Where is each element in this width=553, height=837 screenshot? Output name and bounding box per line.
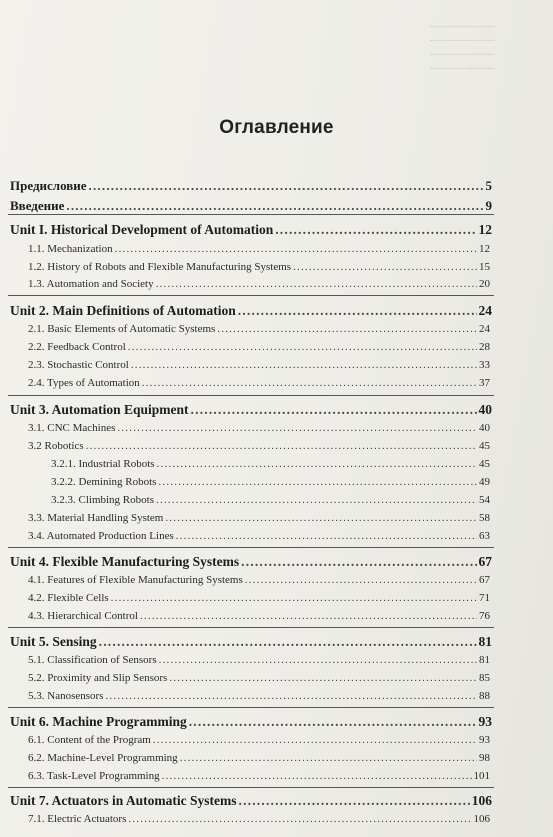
toc-section: 5.1. Classification of Sensors ..... 81 <box>28 654 490 666</box>
toc-subsection: 3.2.3. Climbing Robots ..... 54 <box>51 494 490 506</box>
toc-section: 7.1. Electric Actuators ..... 106 <box>28 813 490 825</box>
divider <box>8 787 494 788</box>
divider <box>8 214 494 215</box>
divider <box>8 295 494 296</box>
toc-entry-preface: Предисловие ..... 5 <box>10 178 492 194</box>
toc-entry-introduction: Введение ..... 9 <box>10 198 492 214</box>
divider <box>8 707 494 708</box>
bleed-through-text: .......................... .......................... .......................... .......................... <box>430 19 495 72</box>
toc-section: 1.1. Mechanization ..... 12 <box>28 243 490 255</box>
toc-section: 1.3. Automation and Society ..... 20 <box>28 278 490 290</box>
toc-subsection: 3.2.1. Industrial Robots ..... 45 <box>51 458 490 470</box>
toc-section: 4.1. Features of Flexible Manufacturing Systems ..... 67 <box>28 574 490 586</box>
divider <box>8 395 494 396</box>
toc-section: 2.4. Types of Automation ..... 37 <box>28 377 490 389</box>
toc-section: 3.4. Automated Production Lines ..... 63 <box>28 530 490 542</box>
divider <box>8 627 494 628</box>
page-title: Оглавление <box>219 117 334 138</box>
toc-section: 2.1. Basic Elements of Automatic Systems ..... 24 <box>28 323 490 335</box>
toc-section: 2.3. Stochastic Control ..... 33 <box>28 359 490 371</box>
toc-unit-1: Unit I. Historical Development of Automation ..... 12 <box>10 222 492 238</box>
toc-section: 4.3. Hierarchical Control ..... 76 <box>28 610 490 622</box>
toc-section: 3.3. Material Handling System ..... 58 <box>28 512 490 524</box>
toc-section: 6.1. Content of the Program ..... 93 <box>28 734 490 746</box>
toc-unit-3: Unit 3. Automation Equipment ..... 40 <box>10 402 492 418</box>
toc-unit-4: Unit 4. Flexible Manufacturing Systems ..... 67 <box>10 554 492 570</box>
toc-section: 6.3. Task-Level Programming ..... 101 <box>28 770 490 782</box>
toc-section: 6.2. Machine-Level Programming ..... 98 <box>28 752 490 764</box>
toc-unit-6: Unit 6. Machine Programming ..... 93 <box>10 714 492 730</box>
divider <box>8 547 494 548</box>
toc-unit-5: Unit 5. Sensing ..... 81 <box>10 634 492 650</box>
toc-section: 1.2. History of Robots and Flexible Manufacturing Systems ..... 15 <box>28 261 490 273</box>
toc-section: 4.2. Flexible Cells ..... 71 <box>28 592 490 604</box>
toc-section: 3.2 Robotics ..... 45 <box>28 440 490 452</box>
toc-section: 5.2. Proximity and Slip Sensors ..... 85 <box>28 672 490 684</box>
toc-section: 5.3. Nanosensors ..... 88 <box>28 690 490 702</box>
toc-subsection: 3.2.2. Demining Robots ..... 49 <box>51 476 490 488</box>
toc-unit-2: Unit 2. Main Definitions of Automation ..... 24 <box>10 303 492 319</box>
toc-section: 2.2. Feedback Control ..... 28 <box>28 341 490 353</box>
toc-section: 3.1. CNC Machines ..... 40 <box>28 422 490 434</box>
toc-unit-7: Unit 7. Actuators in Automatic Systems ..... 106 <box>10 793 492 809</box>
